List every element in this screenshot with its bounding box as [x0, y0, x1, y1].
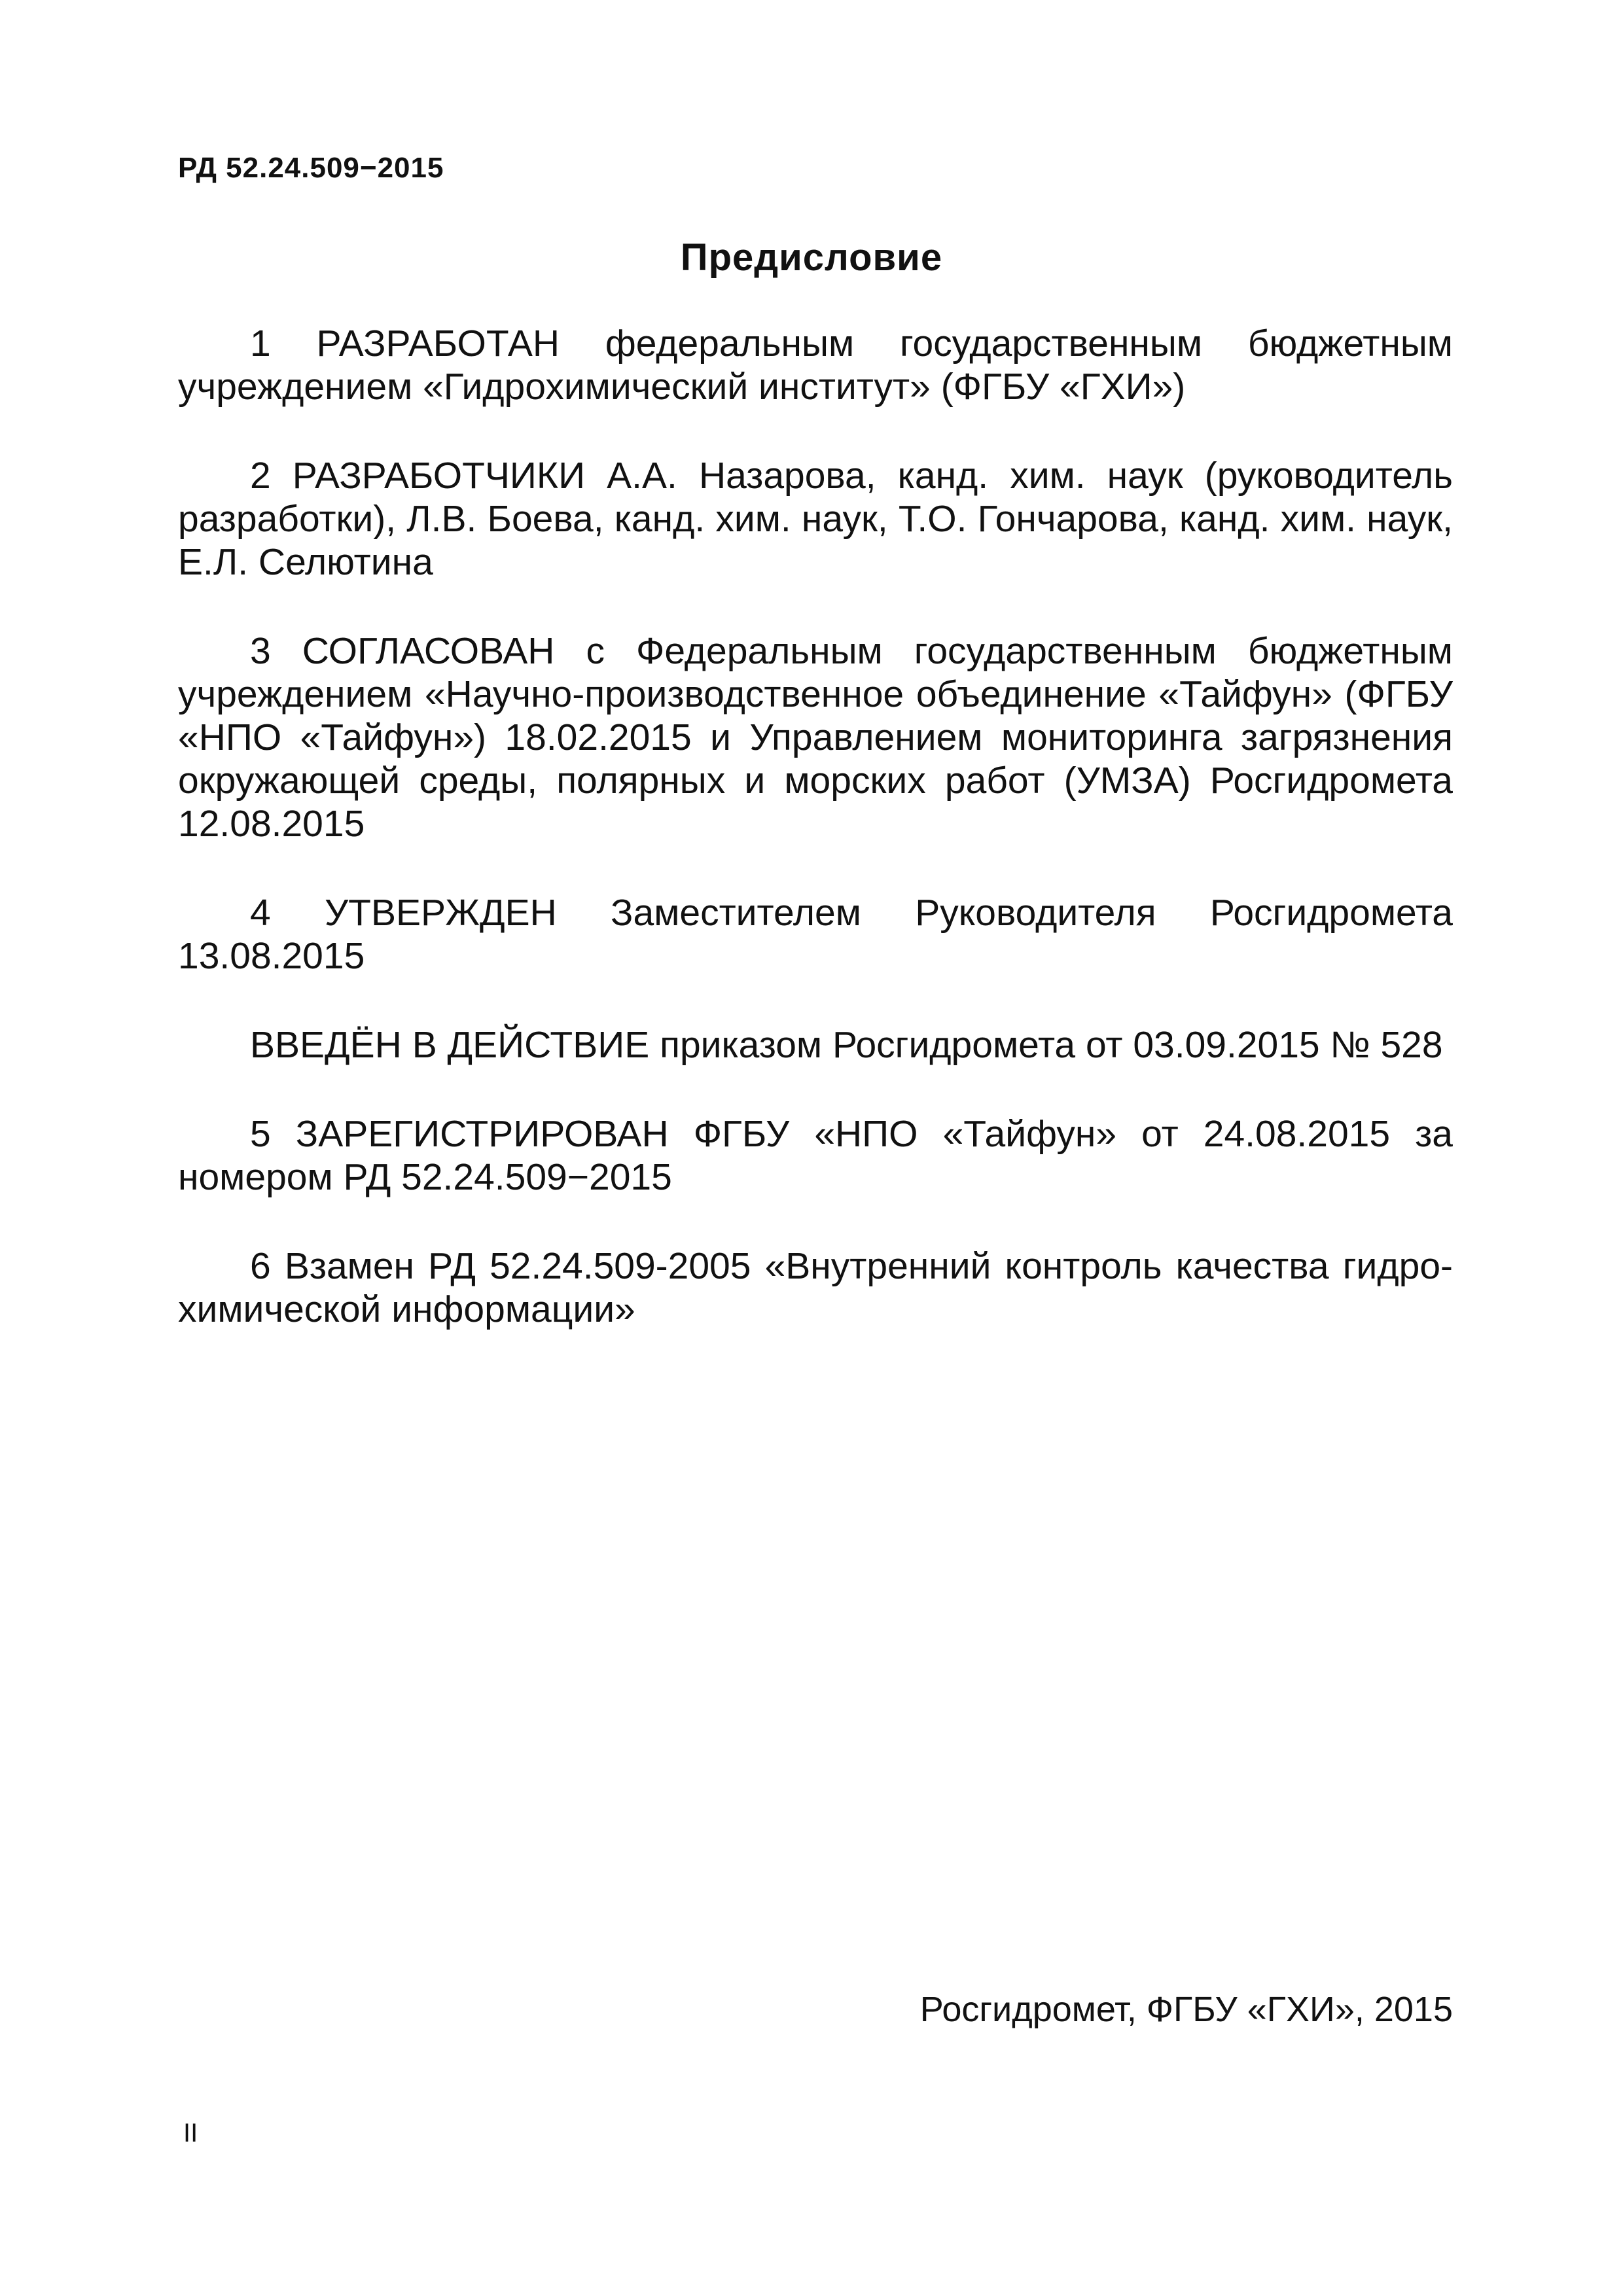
paragraph-approved: 4 УТВЕРЖДЕН Заместителем Руководителя Росгидромета 13.08.2015 [178, 892, 1453, 977]
paragraph-agreed: 3 СОГЛАСОВАН с Федеральным государственным бюджетным учреждением «Научно-производственное объединение «Тайфун» (ФГБУ «НПО «Тайфун») 18.02.2015 и Управлением мониторинга загрязнения окружающей среды, полярных и морских работ (УМЗА) Росгидромета 12.08.2015 [178, 630, 1453, 845]
page-title: Предисловие [680, 236, 943, 279]
page-number: II [183, 2119, 198, 2147]
paragraph-registered: 5 ЗАРЕГИСТРИРОВАН ФГБУ «НПО «Тайфун» от 24.08.2015 за номером РД 52.24.509−2015 [178, 1113, 1453, 1198]
paragraph-developed: 1 РАЗРАБОТАН федеральным государственным бюджетным учреждением «Гидрохимический институт» (ФГБУ «ГХИ») [178, 323, 1453, 408]
copyright-notice: Росгидромет, ФГБУ «ГХИ», 2015 [919, 1990, 1453, 2029]
paragraph-enacted: ВВЕДЁН В ДЕЙСТВИЕ приказом Росгидромета от 03.09.2015 № 528 [250, 1024, 1443, 1066]
paragraph-replaces: 6 Взамен РД 52.24.509-2005 «Внутренний контроль качества гидрохимической информации» [178, 1245, 1453, 1330]
foreword-body [178, 322, 1453, 1377]
document-code: РД 52.24.509−2015 [178, 152, 444, 184]
paragraph-developers: 2 РАЗРАБОТЧИКИ А.А. Назарова, канд. хим. наук (руководитель разработки), Л.В. Боева, канд. хим. наук, Т.О. Гончарова, канд. хим. наук, Е.Л. Селютина [178, 455, 1453, 583]
